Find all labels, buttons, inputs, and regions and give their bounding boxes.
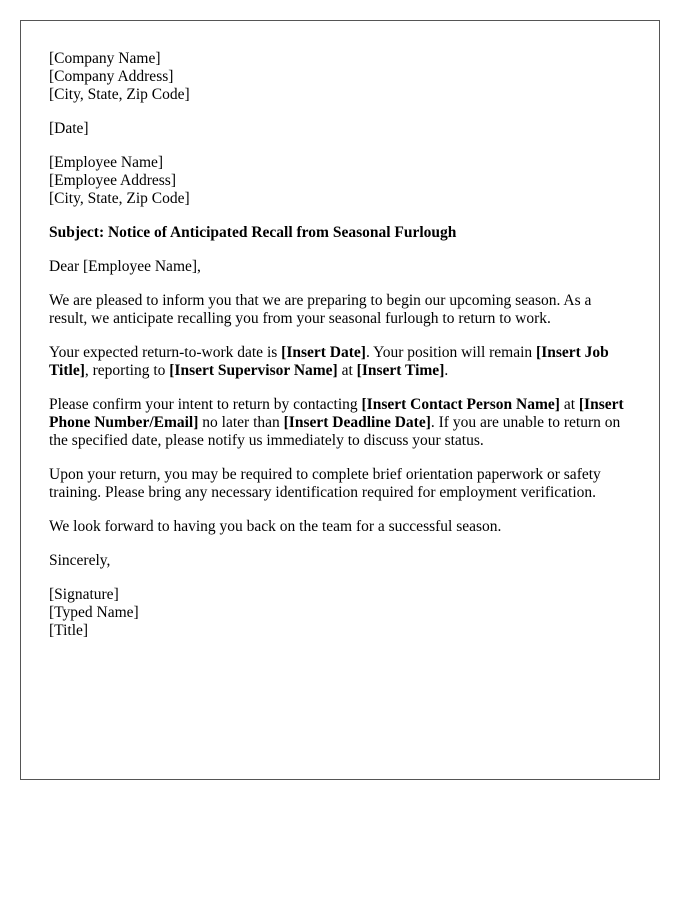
return-text-1: Your expected return-to-work date is [49,344,282,361]
typed-name-placeholder: [Typed Name] [49,604,139,621]
return-text-3: , reporting to [84,362,170,379]
placeholder-insert-time: [Insert Time] [356,362,445,379]
signature-block [49,586,631,640]
paragraph-closing-remark: We look forward to having you back on the team for a successful season. [49,518,502,535]
placeholder-insert-supervisor-name: [Insert Supervisor Name] [169,362,338,379]
placeholder-insert-contact-person-name: [Insert Contact Person Name] [361,396,560,413]
title-placeholder: [Title] [49,622,89,639]
placeholder-insert-deadline-date: [Insert Deadline Date] [283,414,431,431]
return-text-2: . Your position will remain [365,344,537,361]
recipient-city-state-zip: [City, State, Zip Code] [49,190,190,207]
recipient-address-block [49,154,631,208]
date-block [49,120,631,138]
sender-city-state-zip: [City, State, Zip Code] [49,86,190,103]
return-text-5: . [444,362,449,379]
confirm-text-2: at [559,396,579,413]
recipient-employee-address: [Employee Address] [49,172,176,189]
placeholder-insert-phone-number-email: [Insert Phone Number/Email] [49,396,624,431]
confirm-text-1: Please confirm your intent to return by contacting [49,396,362,413]
sender-address-block [49,50,631,104]
signature-placeholder: [Signature] [49,586,119,603]
sender-company-name: [Company Name] [49,50,161,67]
paragraph-orientation: Upon your return, you may be required to complete brief orientation paperwork or safety training. Please bring any necessary identification required for employment verification. [49,466,601,501]
recipient-employee-name: [Employee Name] [49,154,164,171]
salutation: Dear [Employee Name], [49,258,201,275]
paragraph-confirmation [49,396,631,450]
return-text-4: at [337,362,357,379]
letter-date: [Date] [49,120,89,137]
paragraph-announcement: We are pleased to inform you that we are preparing to begin our upcoming season. As a result, we anticipate recalling you from your seasonal furlough to return to work. [49,292,592,327]
sender-company-address: [Company Address] [49,68,174,85]
placeholder-insert-date: [Insert Date] [281,344,366,361]
paragraph-return-details [49,344,631,380]
confirm-text-4: . If you are unable to return on the specified date, please notify us immediately to discuss your status. [49,414,621,449]
letter-document [20,20,660,780]
subject-line: Subject: Notice of Anticipated Recall from Seasonal Furlough [49,224,457,241]
confirm-text-3: no later than [198,414,284,431]
closing: Sincerely, [49,552,111,569]
placeholder-insert-job-title: [Insert Job Title] [49,344,609,379]
